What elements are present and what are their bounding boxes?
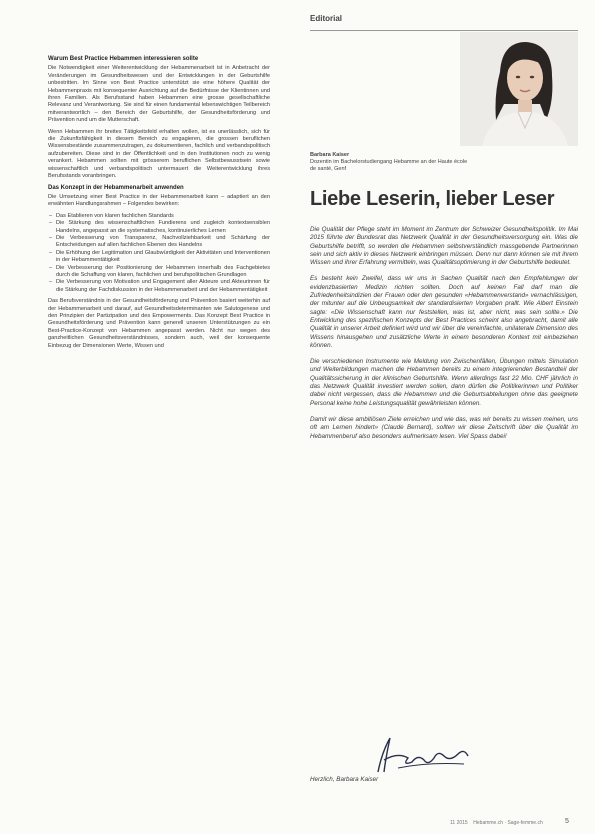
bullet-item: – Die Verbesserung der Positionierung der Hebammen innerhalb des Fachgebietes durch die Schaffung von klaren, fachlichen und berufspolitischen Grundlagen bbox=[56, 265, 270, 280]
left-paragraph-1: Die Notwendigkeit einer Weiterentwicklung der Hebammenarbeit ist in Anbetracht der Veränderungen im Gesundheitswesen und der Entwicklungen in der Geburtshilfe unbestritten. Im Sinne von Best Practice unterstützt sie eine höhere Qualität der Hebammenpraxis mit konsequenter Ausrichtung auf die Bedürfnisse der Klientinnen und ihren Familien. Als Berufsstand haben Hebammen eine grosse gesellschaftliche Relevanz und Verantwortung. Sie sind für einen fundamental lebenswichtigen Teilbereich mitverantwortlich – den Bereich der Geburtshilfe, der Gesundheitsförderung und Prävention rund um die Mutterschaft. bbox=[48, 65, 270, 124]
left-heading-2: Das Konzept in der Hebammenarbeit anwenden bbox=[48, 184, 184, 191]
bullet-item: – Das Etablieren von klaren fachlichen Standards bbox=[56, 213, 270, 220]
left-heading-1: Warum Best Practice Hebammen interessieren sollte bbox=[48, 56, 199, 62]
left-paragraph-3: Die Umsetzung einer Best Practice in der Hebammenarbeit kann – adaptiert an den erwähnten Handlungsrahmen – Folgendes bewirken: bbox=[48, 193, 270, 208]
author-photo bbox=[460, 32, 578, 146]
left-paragraph-2: Wenn Hebammen ihr breites Tätigkeitsfeld erhalten wollen, ist es unerlässlich, sich für die Zukunftsfähigkeit in diesem Bereich zu engagieren, die grossen beruflichen Wissensbestände zusammenzutragen, zu dokumentieren, fachlich und verbandspolitisch aufzubereiten. Diese sind in der Öffentlichkeit und in den Institutionen noch zu wenig verankert. Hebammen sollten mit grösserem beruflichen Selbstbewusstsein sowie wissenschaftlich und verbandspolitisch untermauert die Weiterentwicklung ihres Berufsstands voranbringen. bbox=[48, 128, 270, 180]
left-paragraph-4: Das Berufsverständnis in der Gesundheitsförderung und Prävention basiert weiterhin auf der Hebammenarbeit und darauf, auf Gesundheitsdeterminanten wie Salutogenese und den Prinzipien der Partizipation und des Empowerments. Das Konzept Best Practice in Gesundheitsförderung und Prävention kann generell unseren Unterstützungen zu ein Best-Practice-Konzept von Hebammen angepasst werden. Nicht nur wegen des ganzheitlichen Gesundheitsverständnisses, sondern auch, weil der konsequente Einbezug der Dimensionen Werte, Wissen und bbox=[48, 298, 270, 349]
bullet-item: – Die Erhöhung der Legitimation und Glaubwürdigkeit der Aktivitäten und Interventionen in der Hebammentätigkeit bbox=[56, 250, 270, 265]
right-column bbox=[310, 226, 578, 449]
bullet-item: – Die Stärkung des wissenschaftlichen Fundierens und zugleich kontextsensiblen Handelns, angepasst an die systematisches, kontinuierliches Lernen bbox=[56, 220, 270, 235]
right-paragraph: Es besteht kein Zweifel, dass wir uns in Sachen Qualität nach den Empfehlungen der evidenzbasierten Medizin richten sollten. Doch auf keinen Fall darf man die Zufriedenheitsindizien der Frauen oder den gesunden «Hebammenverstand» vernachlässigen, der mitunter auf die Unbeugsamkeit der standardisierten Vorgaben prallt. Wie Albert Einstein sagte: «Die Wissenschaft kann nur feststellen, was ist, aber nicht, was sein sollte.» Die Entwicklung des spezifischen Konzepts der Best Practices scheint also angebracht, damit alle Qualität in unserer Arbeit definiert wird und wir über die vereinfachte, unilaterale Dimension des Wissens hinausgehen und zusätzliche Werte in einem besonderen Kontext mit einbeziehen können. bbox=[310, 275, 578, 349]
author-role: Dozentin im Bachelorstudiengang Hebamme an der Haute école de santé, Genf bbox=[310, 159, 468, 172]
portrait-image bbox=[460, 32, 578, 146]
section-label: Editorial bbox=[310, 14, 343, 23]
editorial-headline: Liebe Leserin, lieber Leser bbox=[310, 188, 555, 210]
right-paragraph: Die verschiedenen Instrumente wie Meldung von Zwischenfällen, Übungen mittels Simulation und Weiterbildungen machen die Hebammen bereits zu einem integrierenden Bestandteil der Qualitätssicherung in der klinischen Geburtshilfe. Wenn allerdings fast 22 Mio. CHF jährlich in das Netzwerk Qualität investiert werden sollen, dann dürfen die Politikerinnen und Politiker dabei nicht vergessen, dass die Hebammen und die Geburtsabteilungen ohne das geeignete Personal keine hohe Leistungsqualität gewährleisten können. bbox=[310, 358, 578, 407]
bullet-item: – Die Verbesserung von Transparenz, Nachvollziehbarkeit und Schärfung der Entscheidungen auf allen fachlichen Ebenen des Handelns bbox=[56, 235, 270, 250]
footer-magazine: Hebamme.ch · Sage-femme.ch bbox=[473, 820, 543, 826]
footer-issue: 11 2015 bbox=[450, 820, 468, 826]
closing-signoff: Herzlich, Barbara Kaiser bbox=[310, 776, 379, 783]
left-column bbox=[48, 56, 270, 354]
bullet-list bbox=[48, 213, 270, 294]
bullet-item: – Die Verbesserung von Motivation und Engagement aller Akteure und Akteurinnen für die Stärkung der Fachdiskussion in der Hebammenarbeit und der Hebammentätigkeit bbox=[56, 279, 270, 294]
right-paragraph: Damit wir diese ambitiösen Ziele erreichen und wie das, was wir bereits zu wissen meinen, uns oft am Lernen hindert» (Claude Bernard), sollten wir diese Zeitschrift über die Qualität im Hebammenberuf also besonders aufmerksam lesen. Viel Spass dabei! bbox=[310, 415, 578, 440]
handwritten-signature bbox=[368, 732, 478, 776]
right-paragraph: Die Qualität der Pflege steht im Moment im Zentrum der Schweizer Gesundheitspolitik. Im Mai 2015 führte der Bundesrat das Netzwerk Qualität in der Gesundheitsversorgung ein. Was die Geburtshilfe betrifft, so werden die Hebammen selbstverständlich massgebende Partnerinnen sein und sich aktiv in dieses Netzwerk einbringen müssen. Denn nur dann können sie mit ihrem Wissen und ihrer Erfahrung vermitteln, was Qualitätsoptimierung in der Geburtshilfe bedeutet. bbox=[310, 226, 578, 267]
footer bbox=[450, 820, 543, 826]
page-number: 5 bbox=[565, 818, 569, 825]
author-name: Barbara Kaiser bbox=[310, 152, 350, 158]
top-rule bbox=[310, 30, 578, 31]
author-caption bbox=[310, 152, 470, 173]
